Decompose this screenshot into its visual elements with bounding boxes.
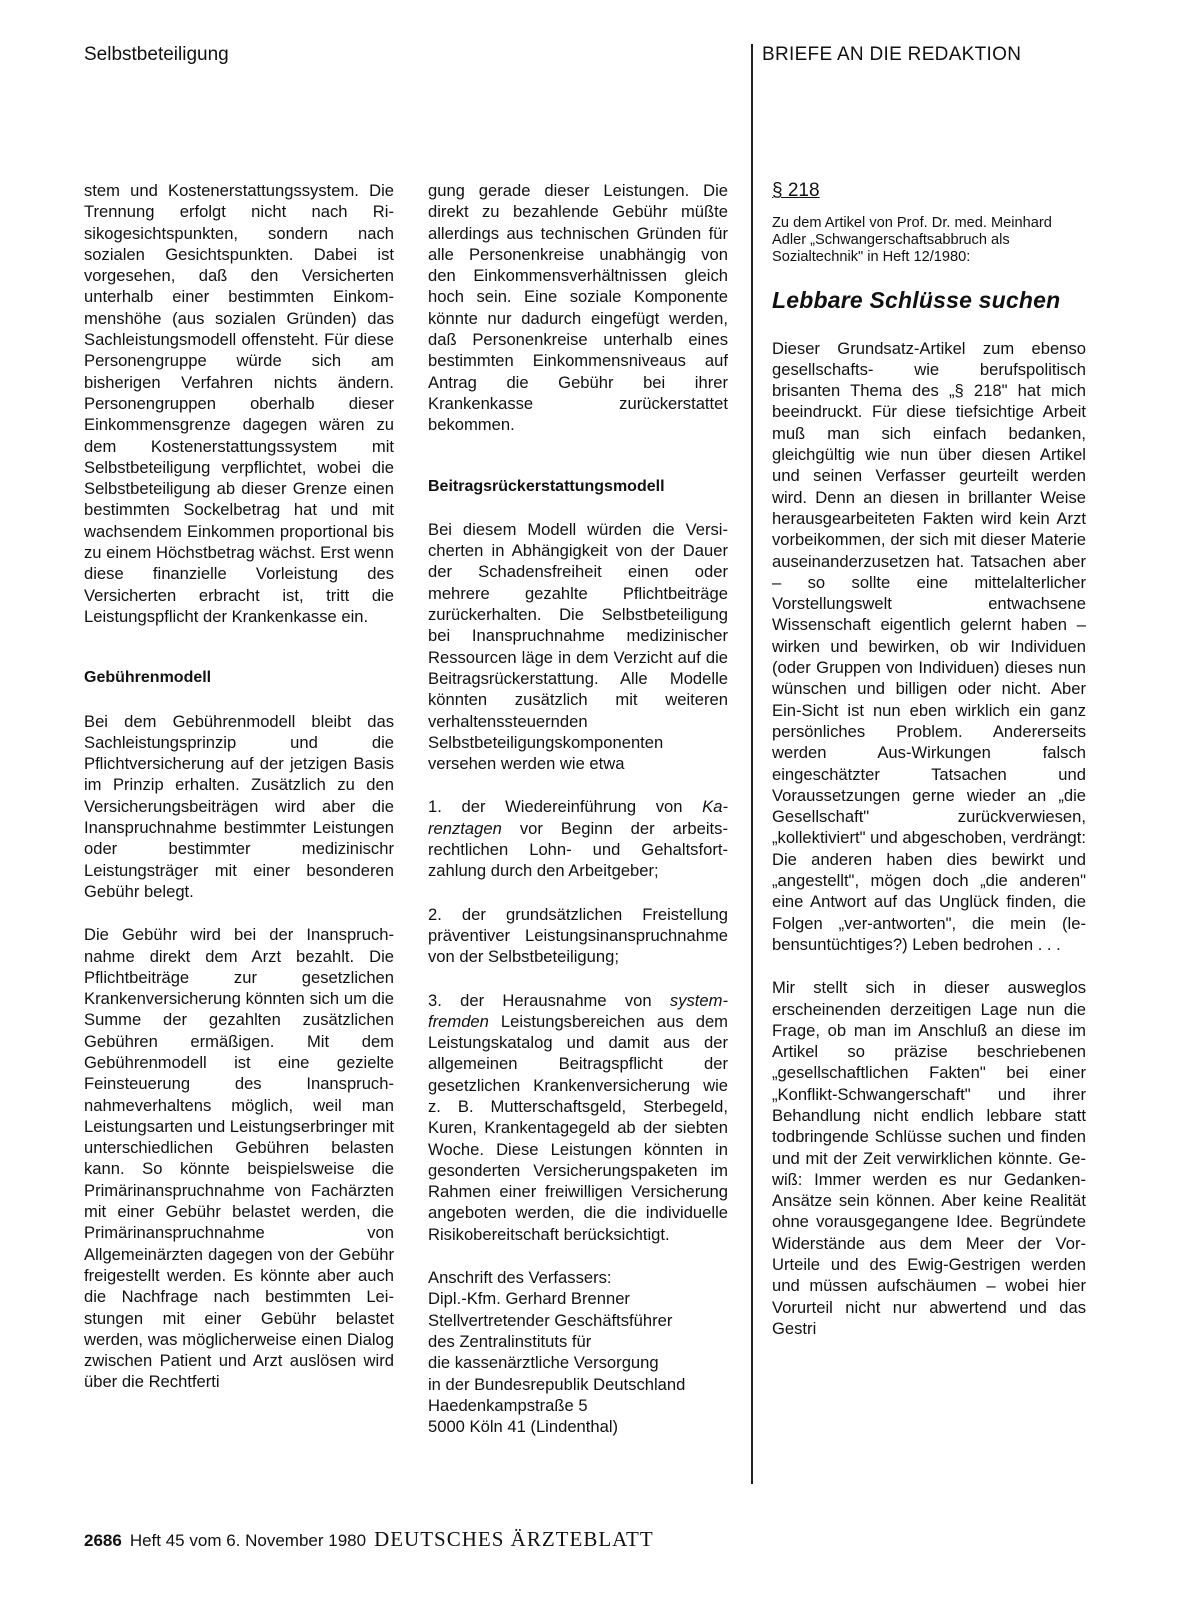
column-divider: [751, 44, 753, 1484]
address-line: in der Bundesrepublik Deutschland: [428, 1374, 686, 1394]
column-3: [772, 180, 1086, 1339]
running-header-right: BRIEFE AN DIE REDAKTION: [762, 44, 1022, 65]
address-line: Haedenkampstraße 5: [428, 1395, 588, 1415]
running-header-left: Selbstbeteiligung: [84, 44, 229, 65]
issue-info: Heft 45 vom 6. November 1980: [129, 1531, 367, 1550]
section-heading-paragraph-218: § 218: [772, 180, 820, 201]
column-2: [428, 180, 728, 1437]
list-item-1-text-b: vor Beginn der arbeitsrechtlichen Lohn- und Gehaltsfortzahlung durch den Arbeitgeber;: [428, 818, 728, 881]
address-line: Stellvertretender Geschäftsführer: [428, 1310, 673, 1330]
letter-reference-intro: Zu dem Artikel von Prof. Dr. med. Meinhard Adler „Schwangerschaftsabbruch als Sozialtechnik" in Heft 12/1980:: [772, 215, 1052, 266]
col2-paragraph-1: gung gerade dieser Leistungen. Die direkt zu bezahlende Gebühr müßte allerdings aus technischen Gründen für alle Personenkreise unabhängig von den Einkommensverhältnissen gleich hoch sein. Eine soziale Komponente könnte nur dadurch eingefügt werden, daß Personenkreise unterhalb eines bestimmten Einkommensniveaus auf Antrag die Gebühr bei ihrer Krankenkasse zurückerstattet bekommen.: [428, 181, 728, 435]
list-item-1: [428, 796, 728, 881]
author-address: [428, 1267, 728, 1437]
page-footer: [84, 1527, 654, 1552]
address-line: Dipl.-Kfm. Gerhard Brenner: [428, 1289, 630, 1309]
list-item-3: [428, 990, 728, 1246]
list-item-1-emphasis: Karenztagen: [428, 797, 728, 838]
journal-name: DEUTSCHES ÄRZTEBLATT: [374, 1527, 654, 1551]
letter-title: Lebbare Schlüsse suchen: [772, 287, 1061, 314]
col1-paragraph-1: stem und Kostenerstattungssystem. Die Trennung erfolgt nicht nach Risikogesichtspunkten, sondern nach sozialen Gesichtspunkten. Dabei ist vorgesehen, daß den Versicherten unterhalb einer bestimmten Einkommenshöhe (aus sozialen Gründen) das Sachleistungsmodell offensteht. Für diese Personengruppe würde sich am bisherigen Verfahren nichts ändern. Personengruppen oberhalb dieser Einkommensgrenze dagegen wären zu dem Kostenerstattungssystem mit Selbstbeteiligung verpflichtet, wobei die Selbstbeteiligung ab dieser Grenze einen bestimmten Sockelbetrag hat und mit wachsendem Einkommen proportional bis zu einem Höchstbetrag wächst. Erst wenn diese finanzielle Vorleistung des Versicherten erbracht ist, tritt die Leistungspflicht der Krankenkasse ein.: [84, 181, 394, 626]
col3-paragraph-2: Mir stellt sich in dieser ausweglos erscheinenden derzeitigen Lage nun die Frage, ob man im Anschluß an diese im Artikel so präzise beschriebenen „gesellschaftlichen Fakten" bei einer „Konflikt-Schwangerschaft" und ihrer Behandlung nicht endlich lebbare statt todbringende Schlüsse suchen und finden und mit der Zeit verwirklichen könnte. Gewiß: Immer werden es nur Gedanken-Ansätze sein können. Aber keine Realität ohne vorausgegangene Idee. Begründete Widerstände aus dem Meer der Vor-Urteile und des Ewig-Gestrigen werden und müssen aufschäumen – wobei hier Vorurteil nicht nur abwertend und das Gestri: [772, 978, 1086, 1338]
address-line: 5000 Köln 41 (Lindenthal): [428, 1417, 619, 1437]
col3-paragraph-1: Dieser Grundsatz-Artikel zum ebenso gesellschafts- wie berufspolitisch brisanten Thema des „§ 218" hat mich beeindruckt. Für diese tiefsichtige Arbeit muß man sich einfach bedanken, gleichgültig wie nun über diesen Artikel und seinen Verfasser geurteilt werden wird. Denn an diesen in brillanter Weise herausgearbeiteten Fakten wird kein Arzt vorbeikommen, der sich mit dieser Materie auseinanderzusetzen hat. Tatsachen aber – so sollte eine mittelalterlicher Vorstellungswelt entwachsene Wissenschaft eigentlich gelernt haben – wirken und bewirken, ob wir Individuen (oder Gruppen von Individuen) dieses nun wünschen und billigen oder nicht. Aber Ein-Sicht ist nun eben wirklich ein ganz persönliches Problem. Andererseits werden Aus-Wirkungen falsch eingeschätzter Tatsachen und Voraussetzungen gerne wieder an „die Gesellschaft" zurückverwiesen, „kollektiviert" und abgeschoben, verdrängt: Die anderen haben dies bewirkt und „angestellt", mögen doch „die anderen" eine Antwort auf das Unglück finden, die Folgen „ver-antworten", die mein (lebensuntüchtiges?) Leben bedrohen . . .: [772, 338, 1086, 954]
col2-paragraph-2: Bei diesem Modell würden die Versicherten in Abhängigkeit von der Dauer der Schadensfreiheit einen oder mehrere gezahlte Pflichtbeiträge zurückerhalten. Die Selbstbeteiligung bei Inanspruchnahme medizinischer Ressourcen läge in dem Verzicht auf die Beitragsrückerstattung. Alle Modelle könnten zusätzlich mit weiteren verhaltenssteuernden Selbstbeteiligungskomponenten versehen werden wie etwa: [428, 519, 728, 774]
column-1: [84, 180, 394, 1393]
list-item-3-text-a: 3. der Herausnahme von: [428, 990, 670, 1010]
address-line: Anschrift des Verfassers:: [428, 1268, 612, 1288]
col1-paragraph-3: Die Gebühr wird bei der Inanspruchnahme direkt dem Arzt bezahlt. Die Pflichtbeiträge zur gesetzlichen Krankenversicherung könnten sich um die Summe der gezahlten zusätzlichen Gebühren ermäßigen. Mit dem Gebührenmodell ist eine gezielte Feinsteuerung des Inanspruchnahmeverhaltens möglich, weil man Leistungsarten und Leistungserbringer mit unterschiedlichen Gebühren belasten kann. So könnte beispielsweise die Primärinanspruchnahme von Fachärzten mit einer Gebühr belastet werden, die Primärinanspruchnahme von Allgemeinärzten dagegen von der Gebühr freigestellt werden. Es könnte aber auch die Nachfrage nach bestimmten Leistungen mit einer Gebühr belastet werden, was möglicherweise einen Dialog zwischen Patient und Arzt auslösen wird über die Rechtferti: [84, 925, 394, 1392]
list-item-3-text-b: Leistungsbereichen aus dem Leistungskatalog und damit aus der allgemeinen Beitragspflicht der gesetzlichen Krankenversicherung wie z. B. Mutterschaftsgeld, Sterbegeld, Kuren, Krankentagegeld ab der siebten Woche. Diese Leistungen könnten in gesonderten Versicherungspaketen im Rahmen einer freiwilligen Versicherung angeboten werden, die die individuelle Risikobereitschaft berücksichtigt.: [428, 1011, 728, 1244]
list-item-2: 2. der grundsätzlichen Freistellung präventiver Leistungsinanspruchnahme von der Selbstbeteiligung;: [428, 904, 728, 967]
address-line: die kassenärztliche Versorgung: [428, 1353, 659, 1373]
section-heading-beitragsrueckerstattung: Beitragsrückerstattungsmodell: [428, 477, 665, 495]
address-line: des Zentralinstituts für: [428, 1331, 592, 1351]
col1-paragraph-2: Bei dem Gebührenmodell bleibt das Sachleistungsprinzip und die Pflichtversicherung auf der jetzigen Basis im Prinzip erhalten. Zusätzlich zu den Versicherungsbeiträgen wird aber die Inanspruchnahme bestimmter Leistungen oder bestimmter medizinischr Leistungsträger mit einer besonderen Gebühr belegt.: [84, 711, 394, 901]
section-heading-gebuehrenmodell: Gebührenmodell: [84, 669, 212, 687]
list-item-1-text-a: 1. der Wiedereinführung von: [428, 797, 703, 817]
page-number: 2686: [84, 1531, 122, 1550]
list-item-3-emphasis: systemfremden: [428, 990, 728, 1031]
